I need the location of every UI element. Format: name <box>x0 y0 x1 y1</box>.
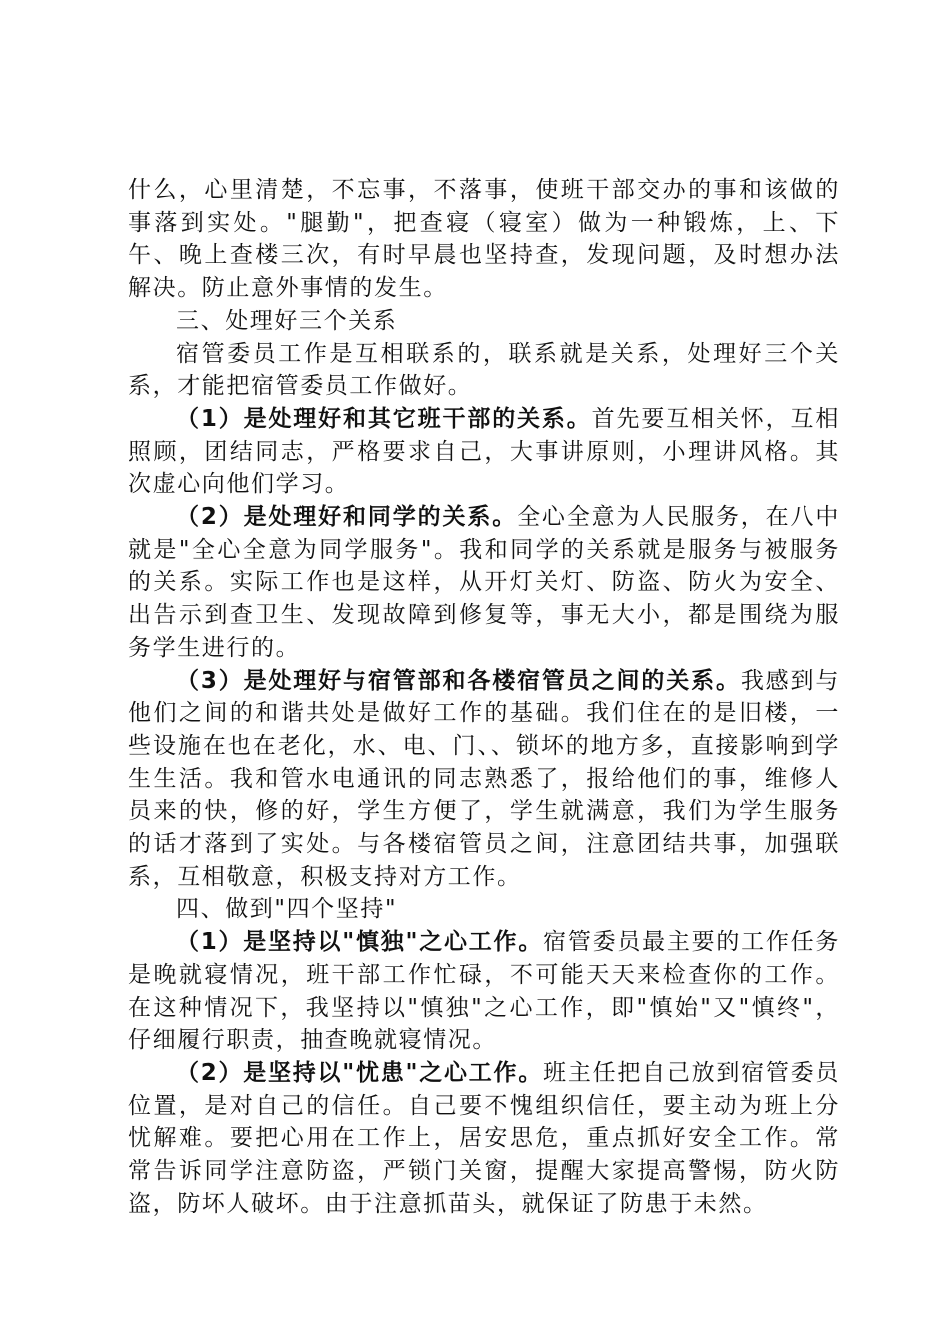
paragraph-text: 宿管委员工作是互相联系的，联系就是关系，处理好三个关系，才能把宿管委员工作做好。 <box>128 340 840 400</box>
paragraph-lead: （2）是坚持以"忧患"之心工作。 <box>176 1059 544 1086</box>
paragraph-relation-2 <box>128 501 840 665</box>
paragraph-relation-1 <box>128 403 840 501</box>
paragraph-continuation <box>128 174 840 305</box>
paragraph-lead: （1）是处理好和其它班干部的关系。 <box>176 405 592 432</box>
section-heading-four <box>128 893 840 926</box>
paragraph-text: 什么，心里清楚，不忘事，不落事，使班干部交办的事和该做的事落到实处。"腿勤"，把查寝（寝室）做为一种锻炼，上、下午、晚上查楼三次，有时早晨也坚持查，发现问题，及时想办法解决。防止意外事情的发生。 <box>128 177 840 302</box>
heading-text: 三、处理好三个关系 <box>176 307 398 334</box>
paragraph-relation-3 <box>128 665 840 894</box>
heading-text: 四、做到"四个坚持" <box>176 896 398 923</box>
paragraph-lead: （3）是处理好与宿管部和各楼宿管员之间的关系。 <box>176 667 741 694</box>
paragraph-text: 宿管委员最主要的工作任务是晚就寝情况，班干部工作忙碌，不可能天天来检查你的工作。在这种情况下，我坚持以"慎独"之心工作，即"慎始"又"慎终"，仔细履行职责，抽查晚就寝情况。 <box>128 929 840 1054</box>
section-heading-three <box>128 305 840 338</box>
paragraph-text: 班主任把自己放到宿管委员位置，是对自己的信任。自己要不愧组织信任，要主动为班上分忧解难。要把心用在工作上，居安思危，重点抓好安全工作。常常告诉同学注意防盗，严锁门关窗，提醒大家提高警惕，防火防盗，防坏人破坏。由于注意抓苗头，就保证了防患于未然。 <box>128 1059 840 1217</box>
paragraph-lead: （1）是坚持以"慎独"之心工作。 <box>176 929 544 956</box>
document-body <box>128 174 840 1221</box>
paragraph-intro-relations <box>128 338 840 403</box>
paragraph-text: 全心全意为人民服务，在八中就是"全心全意为同学服务"。我和同学的关系就是服务与被服务的关系。实际工作也是这样，从开灯关灯、防盗、防火为安全、出告示到查卫生、发现故障到修复等，事无大小，都是围绕为服务学生进行的。 <box>128 504 840 661</box>
paragraph-text: 首先要互相关怀，互相照顾，团结同志，严格要求自己，大事讲原则，小理讲风格。其次虚心向他们学习。 <box>128 405 840 498</box>
paragraph-persist-2 <box>128 1057 840 1221</box>
paragraph-lead: （2）是处理好和同学的关系。 <box>176 504 518 531</box>
paragraph-persist-1 <box>128 926 840 1057</box>
paragraph-text: 我感到与他们之间的和谐共处是做好工作的基础。我们住在的是旧楼，一些设施在也在老化，水、电、门、、锁坏的地方多，直接影响到学生生活。我和管水电通讯的同志熟悉了，报给他们的事，维修人员来的快，修的好，学生方便了，学生就满意，我们为学生服务的话才落到了实处。与各楼宿管员之间，注意团结共事，加强联系，互相敬意，积极支持对方工作。 <box>128 667 840 890</box>
